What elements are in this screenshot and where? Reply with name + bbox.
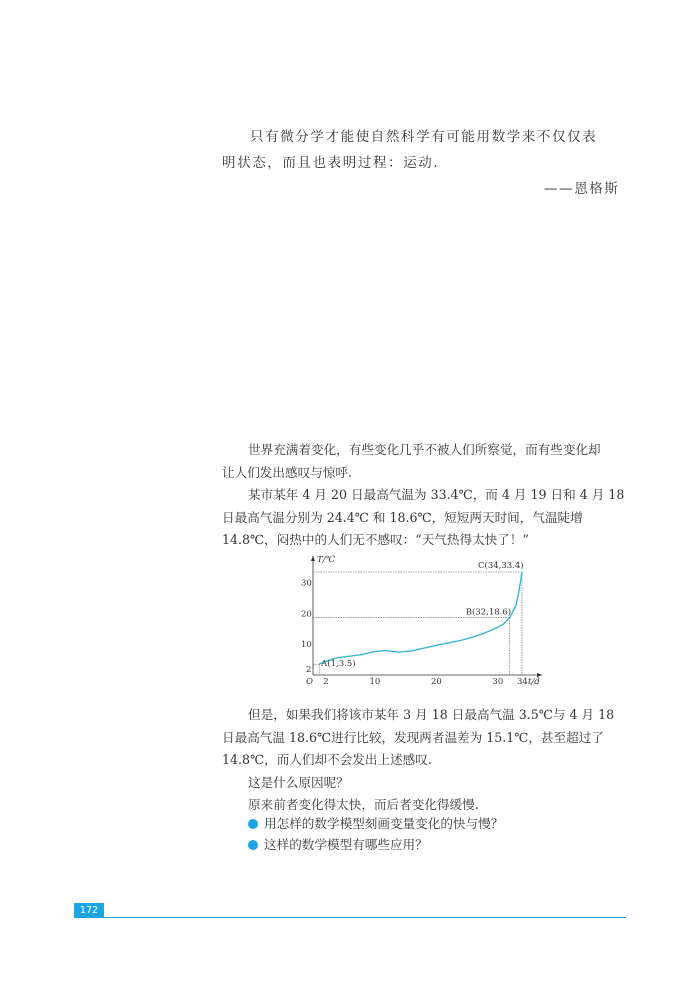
svg-text:10: 10 [301,640,312,651]
svg-text:T/℃: T/℃ [317,555,336,565]
svg-text:t/d: t/d [528,677,540,687]
epigraph-author: ——恩格斯 [544,181,620,197]
text-line: 世界充满着变化，有些变化几乎不被人们所察觉，而有些变化却 [248,442,601,457]
question-list [248,813,503,855]
text-line: 14.8℃，闷热中的人们无不感叹：“天气热得太快了！” [222,532,529,547]
epigraph-line-2: 明状态，而且也表明过程：运动. [222,155,440,171]
svg-text:34: 34 [517,677,528,687]
text-line: 14.8℃，而人们却不会发出上述感叹. [222,752,432,767]
epigraph-line-1: 只有微分学才能使自然科学有可能用数学来不仅仅表 [250,129,598,145]
temperature-curve [319,572,522,664]
svg-text:20: 20 [301,609,312,620]
intro-section [222,439,642,552]
svg-text:C(34,33.4): C(34,33.4) [478,561,524,571]
text-line: 原来前者变化得太快，而后者变化得缓慢. [248,797,479,812]
paragraph [222,439,642,484]
text-line: 日最高气温 18.6℃进行比较，发现两者温差为 15.1℃，甚至超过了 [222,729,604,745]
svg-text:O: O [306,677,313,687]
svg-text:30: 30 [492,677,504,687]
paragraph [222,484,642,552]
page-number: 172 [74,903,104,918]
epigraph [222,124,642,197]
svg-text:10: 10 [369,677,381,687]
point-labels [320,560,523,669]
bullet-dot-icon [248,819,258,829]
svg-text:2: 2 [323,677,329,687]
text-line: 这是什么原因呢？ [248,774,349,790]
svg-text:B(32,18.6): B(32,18.6) [465,607,512,618]
chart-canvas [290,550,555,695]
question-text: 这样的数学模型有哪些应用？ [264,837,428,852]
text-line: 让人们发出感叹与惊呼. [222,464,352,480]
svg-text:A(1,3.5): A(1,3.5) [321,659,356,670]
bullet-dot-icon [248,840,258,850]
svg-text:30: 30 [301,578,312,589]
paragraph [222,704,642,772]
temperature-chart [290,550,555,695]
paragraph [222,772,642,795]
detail-section [222,704,642,817]
text-line: 日最高气温分别为 24.4℃ 和 18.6℃，短短两天时间，气温陡增 [222,509,583,525]
text-line: 但是，如果我们将该市某年 3 月 18 日最高气温 3.5℃与 4 月 18 [248,707,615,722]
svg-text:20: 20 [430,677,442,687]
footer-rule [74,917,626,918]
question-item [248,834,503,855]
question-text: 用怎样的数学模型刻画变量变化的快与慢？ [264,816,504,831]
question-item [248,813,503,834]
text-line: 某市某年 4 月 20 日最高气温为 33.4℃，而 4 月 19 日和 4 月 18 [248,487,625,502]
svg-text:2: 2 [306,664,312,675]
